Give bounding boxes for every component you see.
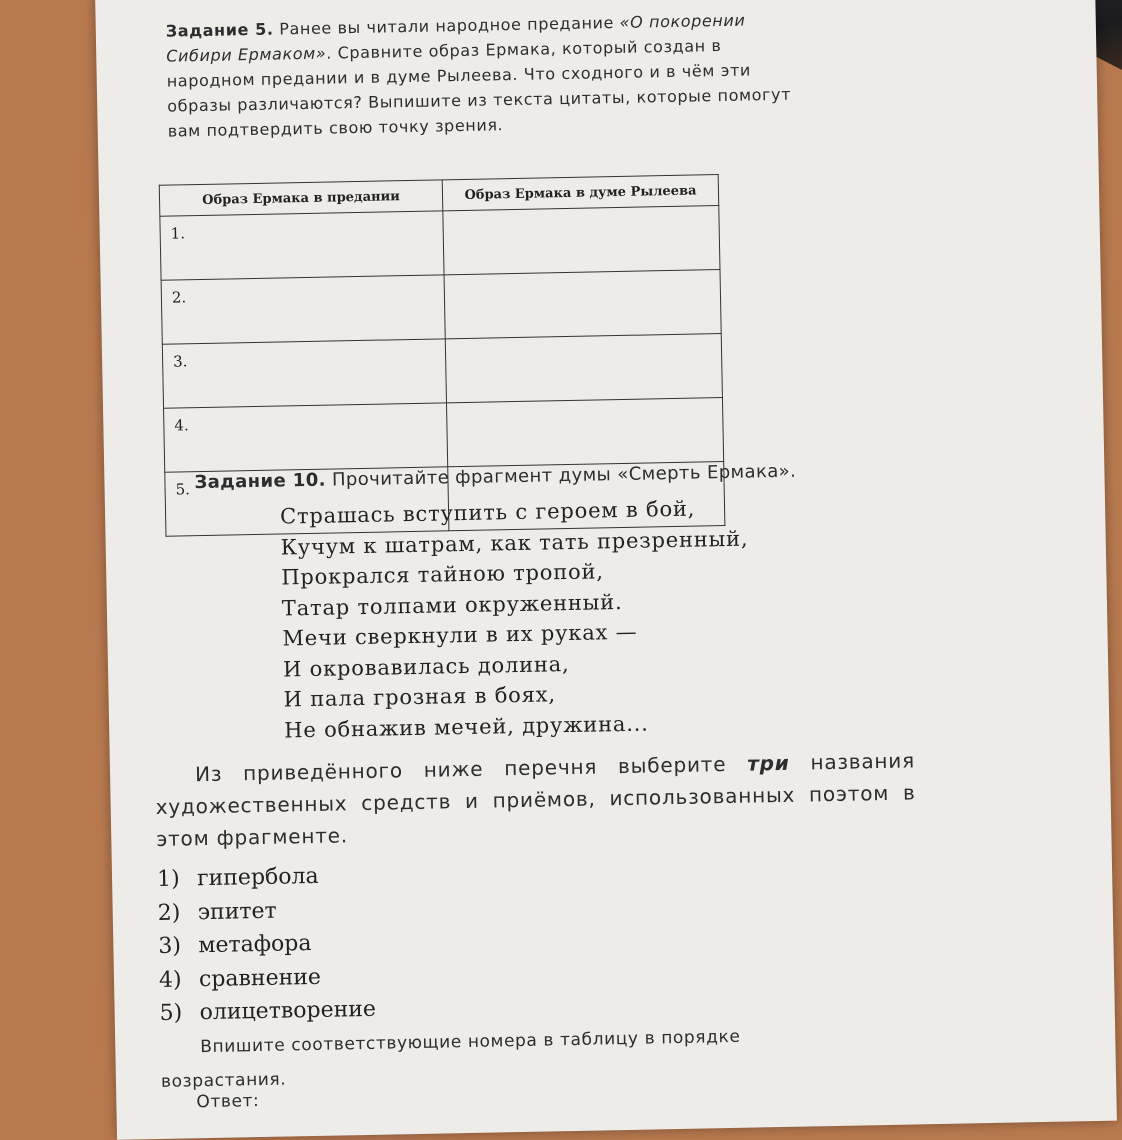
row-number-cell[interactable]: 4. (164, 403, 448, 472)
row-number-cell[interactable]: 2. (161, 275, 445, 344)
row-number-cell[interactable]: 3. (162, 339, 446, 408)
poem-line: Страшась вступить с героем в бой, (279, 496, 696, 529)
list-item[interactable]: 4) сравнение (158, 964, 322, 993)
poem-line: И окровавилась долина, (282, 651, 570, 682)
answer-cell[interactable] (443, 206, 720, 275)
poem-line: И пала грозная в боях, (283, 682, 557, 712)
poem-line: Татар толпами окруженный. (281, 589, 623, 621)
answer-cell[interactable] (445, 334, 722, 403)
task-10-text: Задание 10. Прочитайте фрагмент думы «Смерть Ермака». (194, 460, 797, 494)
task-5-label: Задание 5. (165, 19, 274, 41)
worksheet-page (95, 0, 1117, 1140)
answer-cell[interactable] (444, 270, 721, 339)
column-header-ryleev: Образ Ермака в думе Рылеева (442, 175, 719, 211)
table-row (161, 270, 721, 345)
poem-fragment (280, 491, 845, 746)
options-list (157, 855, 560, 1030)
poem-line: Прокрался тайною тропой, (281, 559, 604, 590)
table-row (164, 398, 724, 473)
list-item[interactable]: 3) метафора (158, 931, 312, 959)
table-row (160, 206, 720, 281)
legend-title: «О покорении Сибири Ермаком» (166, 10, 746, 66)
task-5-text: Задание 5. Ранее вы читали народное предание «О покорении Сибири Ермаком». Сравните образ Ермака, который создан в народном предании и в думе Рылеева. Что сходного и в чём эти образы различаются? Выпишите из текста цитаты, которые помогут вам подтвердить свою точку зрения. (165, 10, 792, 141)
poem-line: Мечи сверкнули в их руках — (282, 619, 638, 651)
poem-line: Не обнажив мечей, дружина... (284, 711, 649, 743)
list-item[interactable]: 2) эпитет (157, 898, 277, 926)
emphasis-three: три (746, 750, 790, 776)
answer-cell[interactable] (446, 398, 723, 467)
table-row (162, 334, 722, 409)
fill-instruction: Впишите соответствующие номера в таблицу в порядке возрастания. (160, 1026, 741, 1092)
row-number-cell[interactable]: 5. (165, 467, 449, 536)
poem-line: Кучум к шатрам, как тать презренный, (280, 526, 749, 560)
list-item[interactable]: 5) олицетворение (159, 996, 377, 1026)
column-header-legend: Образ Ермака в предании (159, 180, 443, 216)
row-number-cell[interactable]: 1. (160, 211, 444, 280)
list-item[interactable]: 1) гипербола (156, 863, 319, 892)
choice-instruction: Из приведённого ниже перечня выберите три названия художественных средств и приёмов, использованных поэтом в этом фрагменте. (155, 748, 916, 851)
answer-label: Ответ: (196, 1091, 260, 1113)
task-10-label: Задание 10. (194, 469, 327, 494)
